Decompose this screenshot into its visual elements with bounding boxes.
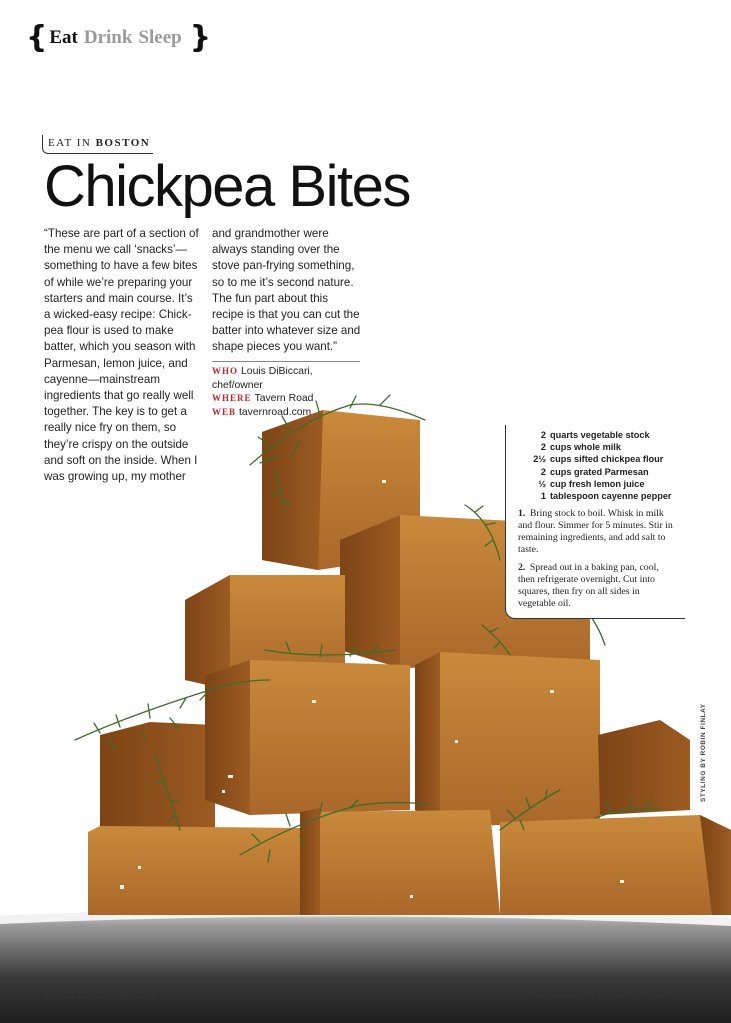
recipe-box: [505, 425, 685, 619]
page-number: 36: [30, 990, 41, 1000]
photography-credit: PHOTOGRAPHY BY ADAM VOORHES: [528, 990, 683, 999]
body-column-1: “These are part of a section of the menu we call ‘snacks’—something to have a few bites of while we’re preparing your starters and main course. It’s a wicked-easy recipe: Chick-pea flour is used to make batter, which you season with Parmesan, lemon juice, and cayenne—mainstream ingredients that go really well together. The key is to get a really nice fry on them, so they’re crispy on the outside and soft on the inside. When I was growing up, my mother: [44, 227, 199, 484]
ingredient-row: 2 quarts vegetable stock: [540, 430, 650, 440]
page-footer: [30, 990, 156, 1000]
credit-who: WHO Louis DiBiccari, chef/owner: [212, 366, 313, 391]
ingredient-row: 2 cups grated Parmesan: [540, 466, 649, 477]
section-tab-eat[interactable]: Eat: [49, 27, 78, 48]
recipe-step-1: 1. Bring stock to boil. Whisk in milk and flour. Simmer for 5 minutes. Stir in remaining ingredients, and add salt to taste.: [518, 508, 673, 556]
recipe-step-2: 2. Spread out in a baking pan, cool, then refrigerate overnight. Cut into squares, then fry on all sides in vegetable oil.: [518, 562, 659, 610]
section-tab-sleep[interactable]: Sleep: [138, 27, 182, 48]
body-column-2: and grandmother were always standing over the stove pan-frying something, so to me it’s second nature. The fun part about this recipe is that you can cut the batter into whatever size and shape pieces you want.”: [212, 227, 361, 354]
restaurant-website-link[interactable]: tavernroad.com: [239, 406, 312, 418]
bite-front-center: [300, 808, 500, 915]
kicker: [48, 137, 150, 149]
bite-front-right: [500, 815, 731, 915]
kicker-city: BOSTON: [95, 137, 151, 149]
kicker-prefix: EAT IN: [48, 137, 92, 149]
ingredient-row: 1 tablespoon cayenne pepper: [540, 491, 672, 502]
ingredient-row: 2½ cups sifted chickpea flour: [533, 454, 664, 465]
credit-where: WHERE Tavern Road: [212, 393, 314, 404]
ingredient-row: ½ cup fresh lemon juice: [538, 478, 645, 489]
article-title: Chickpea Bites: [44, 154, 410, 219]
ingredient-list: [518, 429, 677, 502]
section-tab-drink[interactable]: Drink: [83, 27, 133, 48]
right-bracket: }: [189, 20, 212, 55]
bite-far-right: [598, 720, 690, 815]
credit-web: WEB tavernroad.com: [212, 406, 312, 418]
magazine-issue: SPIRIT DECEMBER 2013: [44, 990, 157, 1000]
ingredient-row: 2 cups whole milk: [540, 442, 621, 453]
styling-credit: STYLING BY ROBIN FINLAY: [700, 703, 707, 802]
bite-left-back: [100, 722, 215, 835]
restaurant-credits: [212, 361, 360, 419]
bite-right: [415, 652, 600, 828]
left-bracket: {: [26, 20, 48, 55]
